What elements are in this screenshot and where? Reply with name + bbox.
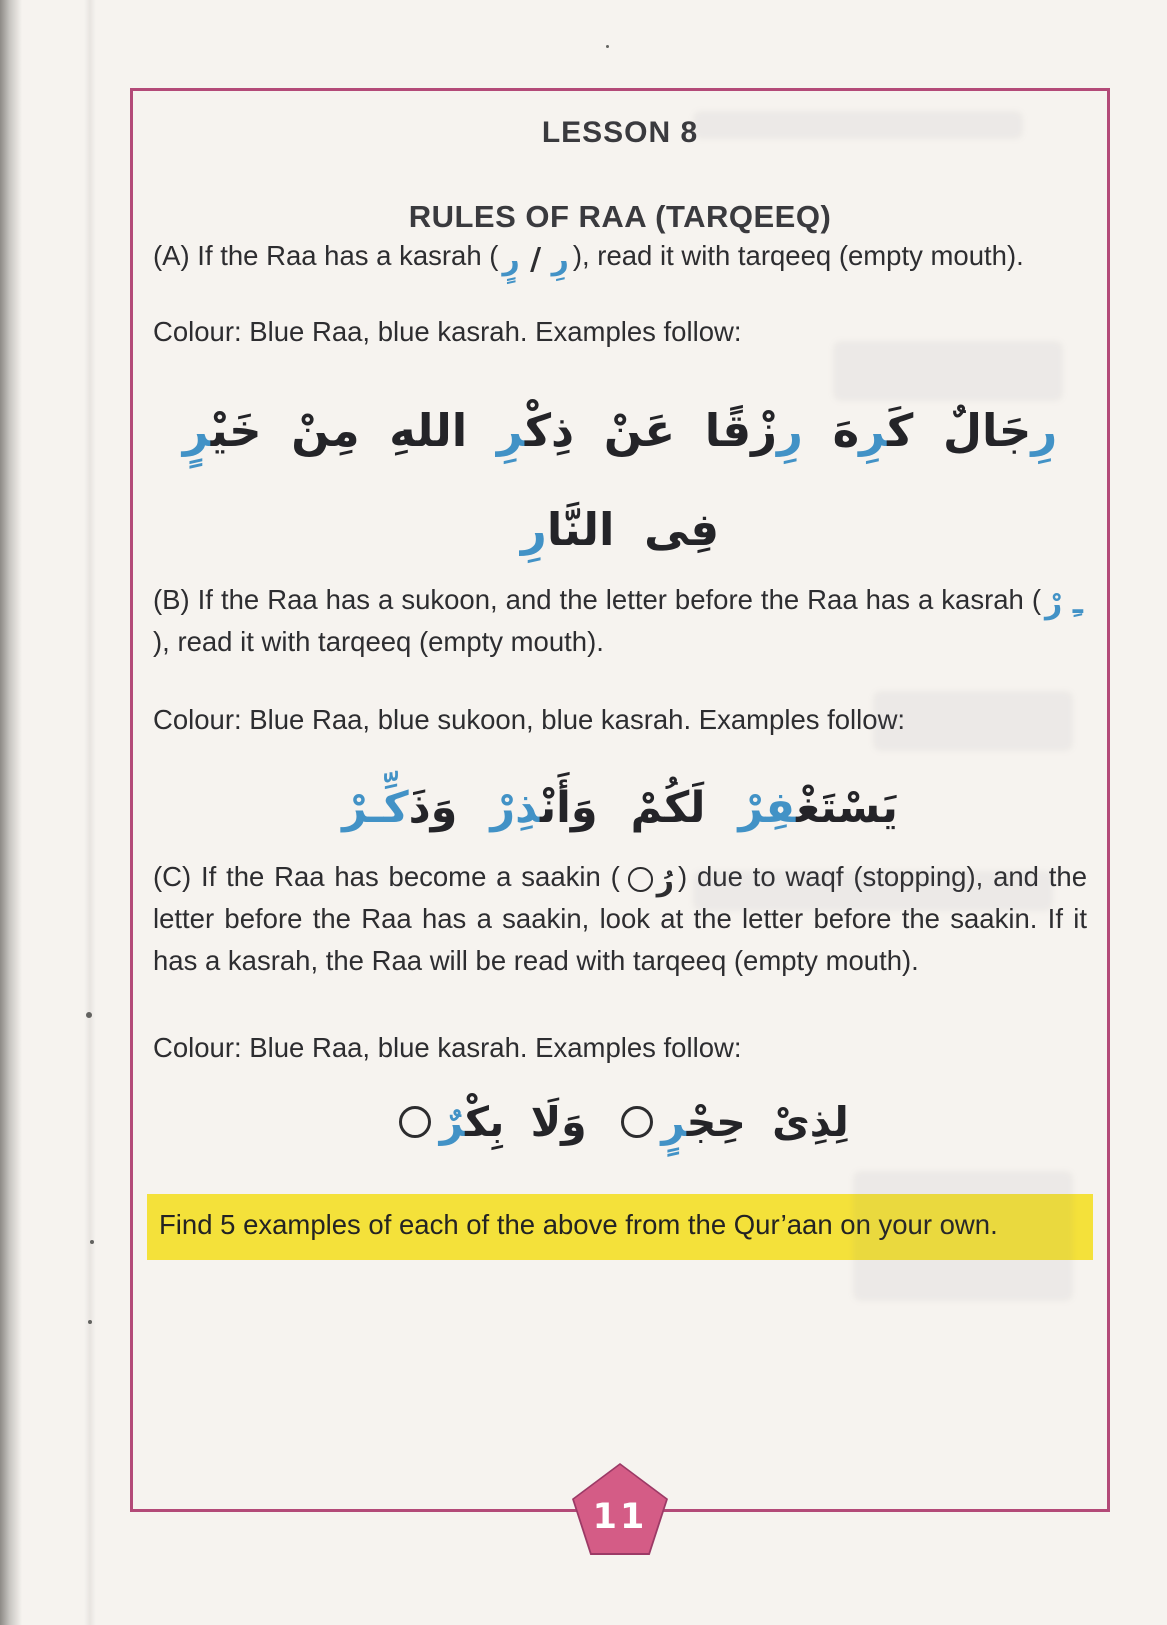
page-title: RULES OF RAA (TARQEEQ) (408, 199, 832, 234)
arabic-segment (1062, 586, 1072, 621)
arabic-segment: رْ (1045, 586, 1063, 621)
arabic-segment: لَكُمْ (597, 783, 739, 833)
scan-speck (90, 1240, 94, 1244)
arabic-segment: عَنْ ذِكْ (524, 404, 676, 457)
rule-b-paragraph (153, 579, 1087, 663)
arabic-segment: / (519, 242, 552, 277)
waqf-stop-icon (621, 1106, 653, 1138)
page-number-badge (572, 1463, 668, 1555)
arabic-segment: رٍ (661, 1097, 687, 1146)
arabic-segment: رِ (520, 503, 547, 556)
arabic-segment: رٍ (182, 404, 211, 457)
rule-b-text-after: ), read it with tarqeeq (empty mouth). (153, 626, 604, 657)
rule-c-text-before: (C) If the Raa has become a saakin ( (153, 860, 620, 892)
page-border-frame (130, 88, 1110, 1537)
arabic-segment: يَسْتَغْ (796, 783, 898, 833)
rule-b-text-before: (B) If the Raa has a sukoon, and the letter before the Raa has a kasrah ( (153, 584, 1041, 615)
arabic-segment: جَالٌ (913, 404, 1032, 457)
arabic-segment: فِرْ (738, 783, 797, 833)
arabic-segment: رِ (1031, 404, 1058, 457)
arabic-segment: رٌ (439, 1097, 466, 1146)
arabic-segment: ذِرْ (490, 783, 540, 833)
arabic-segment: فِى النَّا (546, 503, 720, 556)
rule-a-text-before: (A) If the Raa has a kasrah ( (153, 240, 499, 271)
arabic-segment: كَ (887, 404, 914, 457)
arabic-segment: رِ (859, 404, 888, 457)
arabic-segment: رِ (551, 242, 569, 277)
arabic-segment: رٍ (502, 242, 520, 277)
scan-speck (606, 45, 609, 48)
rule-a-paragraph (153, 235, 1087, 277)
arabic-segment: هَ (802, 404, 860, 457)
rule-c-arabic-symbols (620, 862, 678, 898)
scan-speck (88, 1320, 92, 1324)
rule-c-text-after: ) due to waqf (stopping), and the letter before the Raa has a saakin, look at the letter before the saakin. If it has a kasrah, the Raa will be read with tarqeeq (empty mouth). (153, 860, 1087, 976)
rule-c-paragraph (153, 856, 1087, 982)
waqf-stop-icon (399, 1106, 431, 1138)
colour-note-b: Colour: Blue Raa, blue sukoon, blue kasrah. Examples follow: (153, 704, 906, 735)
arabic-segment: رُ (656, 862, 675, 898)
arabic-segment: اللهِ (359, 404, 497, 457)
arabic-example-b (151, 761, 1089, 856)
arabic-example-a (151, 381, 1089, 579)
colour-note-a: Colour: Blue Raa, blue kasrah. Examples follow: (153, 316, 742, 347)
arabic-segment: رِ (496, 404, 525, 457)
arabic-segment: ـِ (1072, 586, 1083, 621)
rule-a-arabic-symbols (498, 242, 572, 277)
arabic-segment: لِذِىْ حِجْ (686, 1097, 849, 1146)
arabic-segment: زْقًا (675, 404, 777, 457)
arabic-segment: مِنْ خَيْ (210, 404, 360, 457)
rule-a-text-after: ), read it with tarqeeq (empty mouth). (572, 240, 1024, 271)
scan-edge-shadow (0, 0, 22, 1625)
page-number: 11 (592, 1497, 648, 1537)
arabic-segment: وَلَا بِكْ (465, 1097, 613, 1146)
arabic-segment: وَأَنْ (539, 783, 598, 833)
lesson-heading: LESSON 8 (541, 116, 699, 149)
scan-speck (86, 1012, 92, 1018)
rule-b-arabic-symbols (1041, 586, 1087, 621)
arabic-example-c (151, 1077, 1089, 1167)
binding-crease (84, 0, 96, 1625)
arabic-segment: رِ (777, 404, 803, 457)
arabic-segment: كِّـرْ (342, 783, 409, 833)
arabic-segment: وَذَ (408, 783, 491, 833)
waqf-stop-icon (628, 867, 653, 892)
exercise-highlight: Find 5 examples of each of the above from the Qur’aan on your own. (147, 1194, 1093, 1260)
colour-note-c: Colour: Blue Raa, blue kasrah. Examples follow: (153, 1031, 742, 1063)
